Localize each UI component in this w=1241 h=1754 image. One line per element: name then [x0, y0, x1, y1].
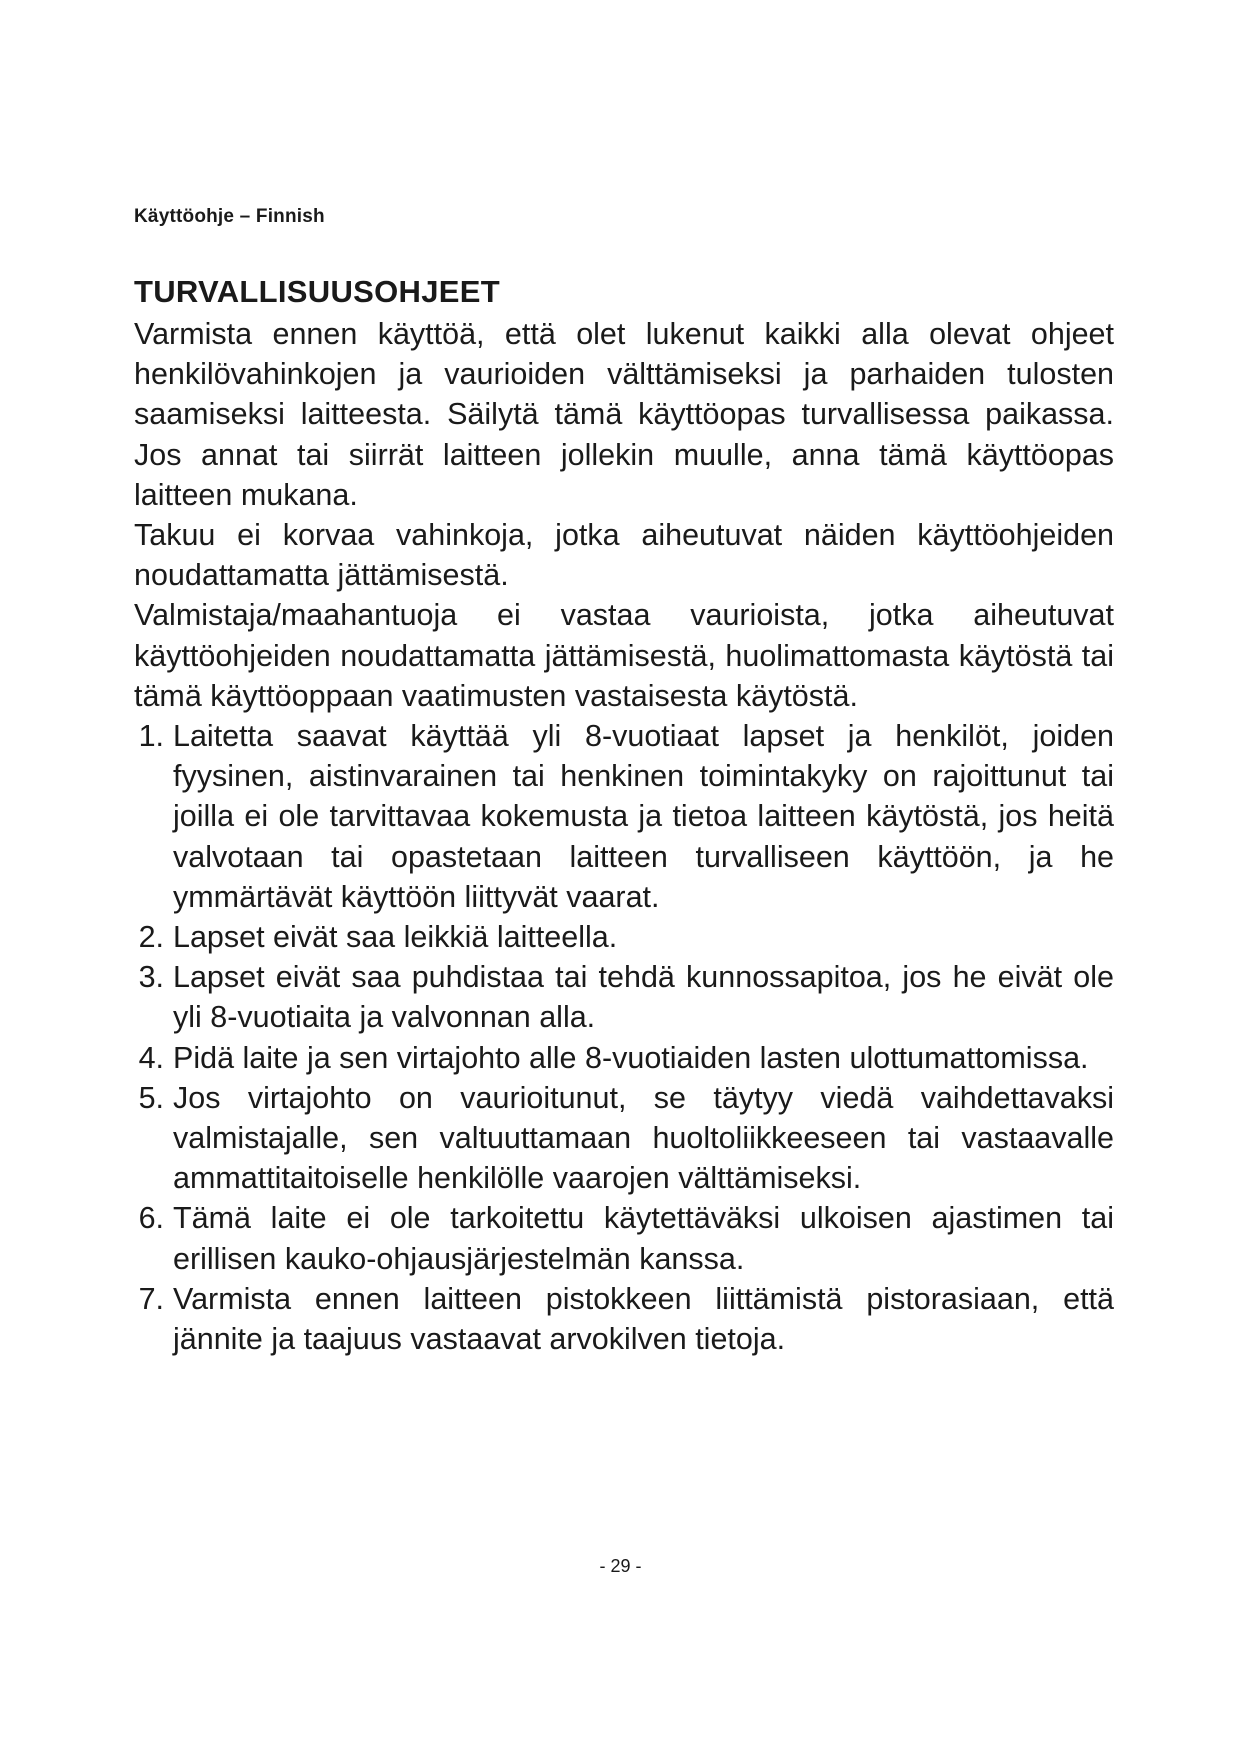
list-item-text: Pidä laite ja sen virtajohto alle 8-vuotiaiden lasten ulottumattomissa.	[173, 1040, 1089, 1075]
warranty-paragraph: Takuu ei korvaa vahinkoja, jotka aiheutuvat näiden käyttöohjeiden noudattamatta jättämisestä.	[134, 518, 1114, 593]
list-item-text: Varmista ennen laitteen pistokkeen liittämistä pistorasiaan, että jännite ja taajuus vastaavat arvokilven tietoja.	[173, 1281, 1114, 1357]
list-item	[134, 1279, 1114, 1359]
list-item-number: 5.	[138, 1080, 164, 1115]
list-item	[134, 1078, 1114, 1199]
list-item-number: 4.	[138, 1040, 164, 1075]
document-header: Käyttöohje – Finnish	[134, 206, 325, 227]
list-item-number: 2.	[138, 920, 164, 955]
list-item-number: 1.	[138, 719, 164, 754]
list-item	[134, 917, 1114, 957]
section-title: TURVALLISUUSOHJEET	[134, 274, 500, 309]
list-item	[134, 716, 1114, 917]
list-item-text: Laitetta saavat käyttää yli 8-vuotiaat lapset ja henkilöt, joiden fyysinen, aistinvarainen tai henkinen toimintakyky on rajoittunut tai joilla ei ole tarvittavaa kokemusta ja tietoa laitteen käytöstä, jos heitä valvotaan tai opastetaan laitteen turvalliseen käyttöön, ja he ymmärtävät käyttöön liittyvät vaarat.	[173, 719, 1114, 914]
intro-paragraph: Varmista ennen käyttöä, että olet lukenut kaikki alla olevat ohjeet henkilövahinkojen ja vaurioiden välttämiseksi ja parhaiden tulosten saamiseksi laitteesta. Säilytä tämä käyttöopas turvallisessa paikassa. Jos annat tai siirrät laitteen jollekin muulle, anna tämä käyttöopas laitteen mukana.	[134, 317, 1114, 512]
list-item-number: 7.	[138, 1281, 164, 1316]
list-item-text: Jos virtajohto on vaurioitunut, se täytyy viedä vaihdettavaksi valmistajalle, sen valtuuttamaan huoltoliikkeeseen tai vastaavalle ammattitaitoiselle henkilölle vaarojen välttämiseksi.	[173, 1080, 1114, 1196]
list-item-text: Lapset eivät saa puhdistaa tai tehdä kunnossapitoa, jos he eivät ole yli 8-vuotiaita ja valvonnan alla.	[173, 960, 1114, 1035]
liability-paragraph: Valmistaja/maahantuoja ei vastaa vaurioista, jotka aiheutuvat käyttöohjeiden noudattamatta jättämisestä, huolimattomasta käytöstä tai tämä käyttöoppaan vaatimusten vastaisesta käytöstä.	[134, 598, 1114, 713]
list-item-text: Lapset eivät saa leikkiä laitteella.	[173, 920, 618, 955]
list-item-number: 3.	[138, 960, 164, 995]
list-item	[134, 957, 1114, 1037]
page-content	[134, 270, 1114, 1359]
safety-list	[134, 716, 1114, 1359]
list-item	[134, 1038, 1114, 1078]
list-item	[134, 1198, 1114, 1278]
list-item-number: 6.	[138, 1201, 164, 1236]
list-item-text: Tämä laite ei ole tarkoitettu käytettäväksi ulkoisen ajastimen tai erillisen kauko-ohjausjärjestelmän kanssa.	[173, 1201, 1114, 1276]
page-number: - 29 -	[599, 1556, 642, 1576]
